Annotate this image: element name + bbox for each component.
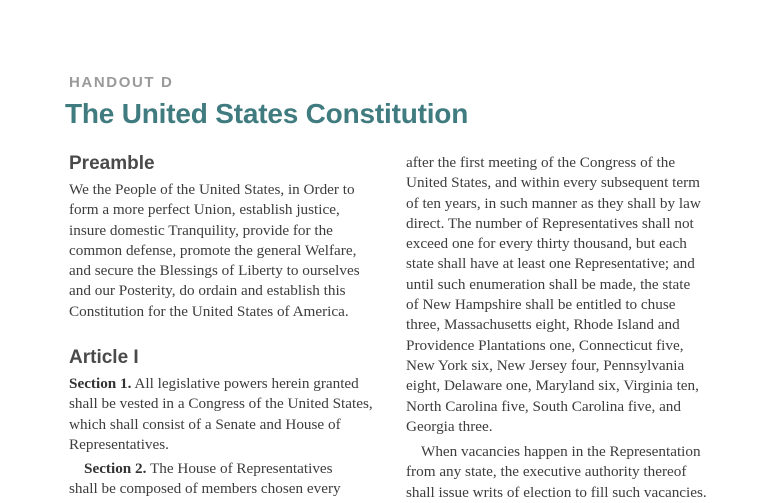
continued-line: after the first meeting of the Congress of the (406, 154, 676, 171)
continued-line: until such enumeration shall be made, the state (406, 275, 691, 293)
continued-line: North Carolina five, South Carolina five, and (406, 397, 681, 415)
preamble-line: and our Posterity, do ordain and establish this (69, 282, 346, 300)
section-2-label: Section 2. (84, 460, 147, 477)
continued-line: eight, Delaware one, Maryland six, Virginia ten, (406, 377, 699, 395)
preamble-line: insure domestic Tranquility, provide for the (69, 221, 333, 239)
continued-line: Georgia three. (406, 417, 493, 435)
preamble-line: and secure the Blessings of Liberty to ourselves (69, 262, 360, 280)
section-1-line: which shall consist of a Senate and House of (69, 415, 341, 433)
section-2-continued (406, 153, 718, 437)
section-1-label: Section 1. (69, 375, 132, 392)
section-1-first-line (69, 374, 381, 394)
vacancies-line: from any state, the executive authority thereof (406, 463, 687, 481)
section-2-line: shall be composed of members chosen every (69, 480, 341, 498)
preamble-heading: Preamble (69, 153, 155, 174)
continued-line: of ten years, in such manner as they shall by law (406, 194, 701, 212)
section-1-line: shall be vested in a Congress of the United States, (69, 395, 373, 413)
document-title: The United States Constitution (65, 98, 469, 129)
continued-line: exceed one for every thirty thousand, but each (406, 235, 687, 253)
preamble-line: common defense, promote the general Welfare, (69, 241, 357, 259)
section-2-first-text: The House of Representatives (146, 460, 333, 477)
section-1-line: Representatives. (69, 435, 169, 453)
continued-line: three, Massachusetts eight, Rhode Island and (406, 316, 680, 334)
continued-line: state shall have at least one Representative; and (406, 255, 695, 273)
preamble-line: Constitution for the United States of America. (69, 302, 349, 320)
continued-line: direct. The number of Representatives shall not (406, 214, 694, 232)
section-2-first-line (69, 459, 381, 479)
preamble-line: We the People of the United States, in Order to (69, 181, 355, 198)
article-1-section-2 (69, 459, 381, 500)
vacancies-line: When vacancies happen in the Representation (421, 443, 701, 460)
continued-line: of New Hampshire shall be entitled to chuse (406, 296, 676, 314)
preamble-text (69, 180, 381, 322)
section-1-first-text: All legislative powers herein granted (131, 375, 359, 392)
preamble-line: form a more perfect Union, establish justice, (69, 201, 340, 219)
article-1-section-1 (69, 374, 381, 455)
vacancies-line: shall issue writs of election to fill such vacancies. (406, 483, 707, 501)
article-1-heading: Article I (69, 347, 139, 368)
handout-label: HANDOUT D (69, 74, 174, 91)
continued-line: United States, and within every subsequent term (406, 174, 700, 192)
continued-line: Providence Plantations one, Connecticut five, (406, 336, 684, 354)
continued-line: New York six, New Jersey four, Pennsylvania (406, 356, 685, 374)
vacancies-paragraph (406, 442, 718, 503)
